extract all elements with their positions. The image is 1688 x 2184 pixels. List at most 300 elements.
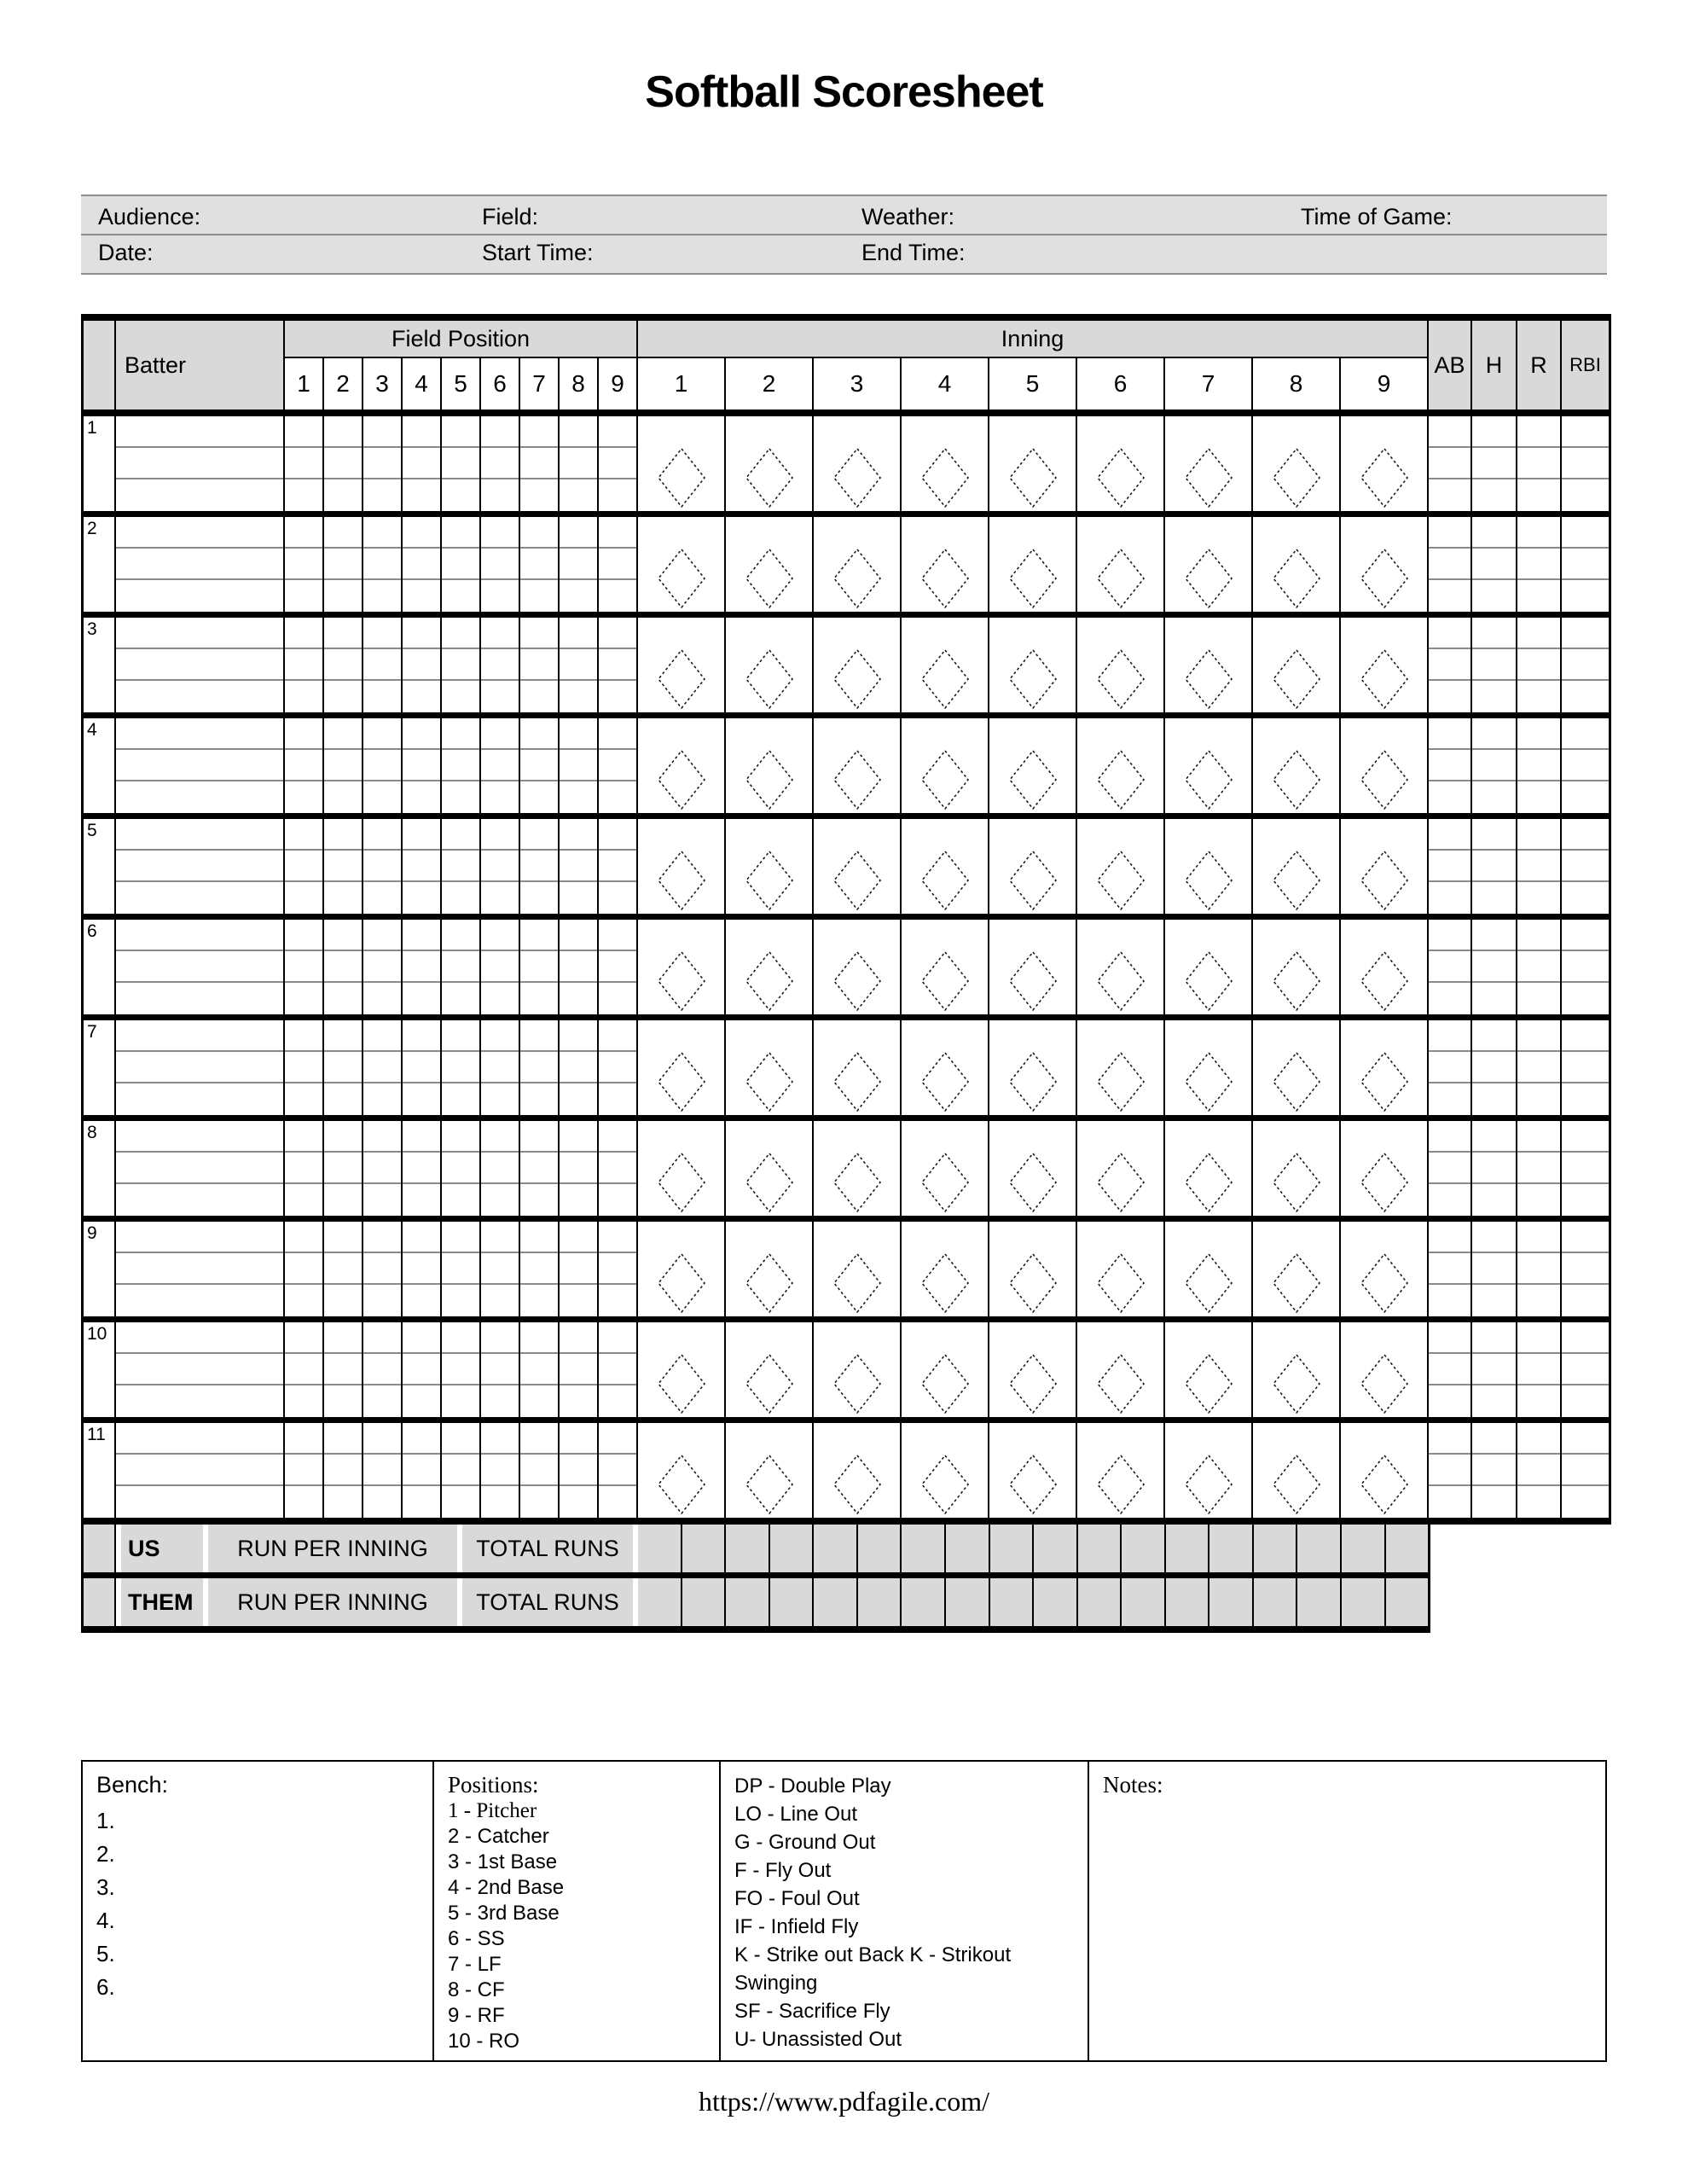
field-position-line[interactable] (481, 681, 519, 712)
ab-line[interactable] (1429, 1083, 1470, 1115)
field-position-line[interactable] (481, 1486, 519, 1518)
field-position-line[interactable] (363, 580, 401, 612)
field-position-line[interactable] (324, 448, 362, 479)
r-line[interactable] (1517, 718, 1560, 750)
inning-scoring-cell[interactable] (902, 718, 989, 813)
field-position-line[interactable] (324, 819, 362, 851)
h-line[interactable] (1472, 416, 1516, 448)
h-line[interactable] (1472, 1184, 1516, 1216)
h-line[interactable] (1472, 951, 1516, 983)
field-position-line[interactable] (599, 649, 636, 681)
field-position-line[interactable] (285, 851, 322, 882)
field-position-line[interactable] (560, 448, 597, 479)
field-position-line[interactable] (520, 1354, 558, 1385)
field-field[interactable] (465, 200, 844, 234)
field-position-line[interactable] (481, 416, 519, 448)
ab-line[interactable] (1429, 1455, 1470, 1486)
r-line[interactable] (1517, 448, 1560, 479)
field-position-line[interactable] (442, 618, 479, 649)
audience-field[interactable] (81, 200, 465, 234)
ab-line[interactable] (1429, 517, 1470, 549)
inning-scoring-cell[interactable] (1253, 1322, 1341, 1417)
field-position-line[interactable] (403, 1253, 440, 1285)
field-position-line[interactable] (560, 681, 597, 712)
field-position-line[interactable] (481, 750, 519, 781)
inning-scoring-cell[interactable] (726, 819, 814, 914)
field-position-line[interactable] (363, 851, 401, 882)
field-position-line[interactable] (324, 983, 362, 1014)
ab-line[interactable] (1429, 549, 1470, 580)
field-position-line[interactable] (442, 1083, 479, 1115)
r-line[interactable] (1517, 618, 1560, 649)
run-cell[interactable] (900, 1578, 944, 1626)
inning-scoring-cell[interactable] (814, 718, 902, 813)
field-position-line[interactable] (599, 718, 636, 750)
inning-scoring-cell[interactable] (638, 1121, 726, 1216)
rbi-line[interactable] (1562, 882, 1609, 914)
inning-scoring-cell[interactable] (1341, 920, 1429, 1014)
footer-url[interactable]: https://www.pdfagile.com/ (699, 2086, 989, 2117)
field-position-line[interactable] (481, 781, 519, 813)
batter-name-line[interactable] (116, 618, 283, 649)
field-position-line[interactable] (481, 1455, 519, 1486)
inning-scoring-cell[interactable] (638, 1222, 726, 1316)
run-cell[interactable] (769, 1525, 813, 1572)
run-cell[interactable] (1164, 1525, 1209, 1572)
inning-scoring-cell[interactable] (814, 517, 902, 612)
field-position-line[interactable] (560, 479, 597, 511)
batter-name-line[interactable] (116, 1052, 283, 1083)
inning-scoring-cell[interactable] (638, 1020, 726, 1115)
inning-scoring-cell[interactable] (638, 718, 726, 813)
h-line[interactable] (1472, 1121, 1516, 1153)
field-position-line[interactable] (363, 1486, 401, 1518)
r-line[interactable] (1517, 1322, 1560, 1354)
field-position-line[interactable] (363, 479, 401, 511)
field-position-line[interactable] (403, 649, 440, 681)
field-position-line[interactable] (560, 781, 597, 813)
field-position-line[interactable] (560, 1222, 597, 1253)
inning-scoring-cell[interactable] (989, 1423, 1077, 1518)
field-position-line[interactable] (285, 920, 322, 951)
field-position-line[interactable] (520, 1455, 558, 1486)
ab-line[interactable] (1429, 920, 1470, 951)
inning-scoring-cell[interactable] (638, 1322, 726, 1417)
field-position-line[interactable] (285, 1153, 322, 1184)
field-position-line[interactable] (442, 416, 479, 448)
run-cell[interactable] (1340, 1578, 1384, 1626)
field-position-line[interactable] (285, 1083, 322, 1115)
field-position-line[interactable] (442, 448, 479, 479)
batter-name-line[interactable] (116, 1423, 283, 1455)
field-position-line[interactable] (599, 416, 636, 448)
field-position-line[interactable] (285, 750, 322, 781)
inning-scoring-cell[interactable] (902, 819, 989, 914)
field-position-line[interactable] (403, 851, 440, 882)
field-position-line[interactable] (285, 549, 322, 580)
r-line[interactable] (1517, 819, 1560, 851)
r-line[interactable] (1517, 983, 1560, 1014)
field-position-line[interactable] (442, 479, 479, 511)
rbi-line[interactable] (1562, 781, 1609, 813)
h-line[interactable] (1472, 448, 1516, 479)
field-position-line[interactable] (520, 1285, 558, 1316)
rbi-line[interactable] (1562, 681, 1609, 712)
field-position-line[interactable] (442, 920, 479, 951)
field-position-line[interactable] (481, 851, 519, 882)
bench-line[interactable]: 6. (96, 1974, 115, 2000)
field-position-line[interactable] (403, 1121, 440, 1153)
field-position-line[interactable] (442, 1253, 479, 1285)
field-position-line[interactable] (560, 1285, 597, 1316)
h-line[interactable] (1472, 1285, 1516, 1316)
run-cell[interactable] (989, 1578, 1033, 1626)
field-position-line[interactable] (599, 983, 636, 1014)
batter-name-line[interactable] (116, 781, 283, 813)
inning-scoring-cell[interactable] (814, 1423, 902, 1518)
h-line[interactable] (1472, 1354, 1516, 1385)
field-position-line[interactable] (599, 1020, 636, 1052)
inning-scoring-cell[interactable] (1341, 1121, 1429, 1216)
field-position-line[interactable] (363, 1020, 401, 1052)
run-cell[interactable] (856, 1525, 901, 1572)
field-position-line[interactable] (285, 1121, 322, 1153)
run-cell[interactable] (856, 1578, 901, 1626)
r-line[interactable] (1517, 1222, 1560, 1253)
date-field[interactable] (81, 235, 465, 270)
h-line[interactable] (1472, 819, 1516, 851)
field-position-line[interactable] (403, 1423, 440, 1455)
inning-scoring-cell[interactable] (726, 517, 814, 612)
run-cell[interactable] (1208, 1578, 1252, 1626)
run-cell[interactable] (1076, 1525, 1121, 1572)
field-position-line[interactable] (560, 750, 597, 781)
rbi-line[interactable] (1562, 951, 1609, 983)
field-position-line[interactable] (599, 1153, 636, 1184)
inning-scoring-cell[interactable] (902, 1222, 989, 1316)
field-position-line[interactable] (520, 718, 558, 750)
ab-line[interactable] (1429, 983, 1470, 1014)
field-position-line[interactable] (520, 951, 558, 983)
run-cell[interactable] (944, 1578, 989, 1626)
inning-scoring-cell[interactable] (1341, 718, 1429, 813)
field-position-line[interactable] (442, 1322, 479, 1354)
r-line[interactable] (1517, 1455, 1560, 1486)
field-position-line[interactable] (363, 649, 401, 681)
inning-scoring-cell[interactable] (989, 618, 1077, 712)
r-line[interactable] (1517, 1184, 1560, 1216)
r-line[interactable] (1517, 1385, 1560, 1417)
inning-scoring-cell[interactable] (638, 819, 726, 914)
field-position-line[interactable] (520, 1020, 558, 1052)
field-position-line[interactable] (560, 1153, 597, 1184)
field-position-line[interactable] (442, 1385, 479, 1417)
start-time-field[interactable] (465, 235, 844, 270)
field-position-line[interactable] (442, 750, 479, 781)
rbi-line[interactable] (1562, 580, 1609, 612)
inning-scoring-cell[interactable] (1253, 1423, 1341, 1518)
field-position-line[interactable] (481, 1385, 519, 1417)
run-cell[interactable] (1032, 1578, 1076, 1626)
field-position-line[interactable] (324, 1121, 362, 1153)
ab-line[interactable] (1429, 1020, 1470, 1052)
field-position-line[interactable] (363, 983, 401, 1014)
r-line[interactable] (1517, 1285, 1560, 1316)
batter-name-line[interactable] (116, 1121, 283, 1153)
inning-scoring-cell[interactable] (814, 1121, 902, 1216)
batter-name-line[interactable] (116, 1285, 283, 1316)
field-position-line[interactable] (363, 618, 401, 649)
field-position-line[interactable] (520, 781, 558, 813)
inning-scoring-cell[interactable] (726, 618, 814, 712)
field-position-line[interactable] (481, 1153, 519, 1184)
run-cell[interactable] (1032, 1525, 1076, 1572)
field-position-line[interactable] (324, 851, 362, 882)
ab-line[interactable] (1429, 1322, 1470, 1354)
field-position-line[interactable] (481, 1020, 519, 1052)
h-line[interactable] (1472, 1423, 1516, 1455)
field-position-line[interactable] (363, 819, 401, 851)
r-line[interactable] (1517, 517, 1560, 549)
field-position-line[interactable] (481, 951, 519, 983)
inning-scoring-cell[interactable] (989, 517, 1077, 612)
inning-scoring-cell[interactable] (902, 416, 989, 511)
run-cell[interactable] (1252, 1525, 1296, 1572)
h-line[interactable] (1472, 781, 1516, 813)
field-position-line[interactable] (560, 1322, 597, 1354)
inning-scoring-cell[interactable] (1165, 718, 1253, 813)
field-position-line[interactable] (481, 1322, 519, 1354)
r-line[interactable] (1517, 549, 1560, 580)
field-position-line[interactable] (599, 750, 636, 781)
field-position-line[interactable] (285, 882, 322, 914)
rbi-line[interactable] (1562, 1153, 1609, 1184)
batter-name-line[interactable] (116, 517, 283, 549)
field-position-line[interactable] (520, 983, 558, 1014)
field-position-line[interactable] (599, 479, 636, 511)
rbi-line[interactable] (1562, 1121, 1609, 1153)
r-line[interactable] (1517, 1253, 1560, 1285)
run-cell[interactable] (681, 1525, 725, 1572)
field-position-line[interactable] (324, 1083, 362, 1115)
field-position-line[interactable] (363, 1423, 401, 1455)
r-line[interactable] (1517, 1423, 1560, 1455)
inning-scoring-cell[interactable] (989, 1121, 1077, 1216)
inning-scoring-cell[interactable] (1165, 920, 1253, 1014)
field-position-line[interactable] (324, 517, 362, 549)
r-line[interactable] (1517, 416, 1560, 448)
field-position-line[interactable] (481, 1184, 519, 1216)
field-position-line[interactable] (285, 1222, 322, 1253)
field-position-line[interactable] (560, 1020, 597, 1052)
field-position-line[interactable] (363, 1052, 401, 1083)
field-position-line[interactable] (403, 781, 440, 813)
field-position-line[interactable] (324, 1486, 362, 1518)
field-position-line[interactable] (599, 819, 636, 851)
run-cell[interactable] (900, 1525, 944, 1572)
field-position-line[interactable] (285, 1354, 322, 1385)
field-position-line[interactable] (285, 819, 322, 851)
run-cell[interactable] (1076, 1578, 1121, 1626)
r-line[interactable] (1517, 951, 1560, 983)
field-position-line[interactable] (285, 479, 322, 511)
field-position-line[interactable] (324, 618, 362, 649)
field-position-line[interactable] (324, 920, 362, 951)
field-position-line[interactable] (481, 1121, 519, 1153)
field-position-line[interactable] (442, 1184, 479, 1216)
field-position-line[interactable] (599, 618, 636, 649)
rbi-line[interactable] (1562, 851, 1609, 882)
field-position-line[interactable] (481, 580, 519, 612)
field-position-line[interactable] (560, 983, 597, 1014)
batter-name-line[interactable] (116, 1153, 283, 1184)
bench-line[interactable]: 4. (96, 1908, 115, 1933)
field-position-line[interactable] (599, 580, 636, 612)
field-position-line[interactable] (520, 649, 558, 681)
inning-scoring-cell[interactable] (726, 920, 814, 1014)
h-line[interactable] (1472, 1322, 1516, 1354)
inning-scoring-cell[interactable] (1077, 517, 1165, 612)
field-position-line[interactable] (520, 1253, 558, 1285)
run-cell[interactable] (1340, 1525, 1384, 1572)
field-position-line[interactable] (520, 882, 558, 914)
field-position-line[interactable] (324, 1455, 362, 1486)
ab-line[interactable] (1429, 1052, 1470, 1083)
rbi-line[interactable] (1562, 1020, 1609, 1052)
h-line[interactable] (1472, 1385, 1516, 1417)
field-position-line[interactable] (363, 1385, 401, 1417)
field-position-line[interactable] (363, 951, 401, 983)
r-line[interactable] (1517, 1121, 1560, 1153)
h-line[interactable] (1472, 1455, 1516, 1486)
end-time-field[interactable] (844, 235, 1607, 270)
inning-scoring-cell[interactable] (1165, 1423, 1253, 1518)
field-position-line[interactable] (324, 750, 362, 781)
field-position-line[interactable] (520, 1121, 558, 1153)
field-position-line[interactable] (324, 681, 362, 712)
field-position-line[interactable] (481, 983, 519, 1014)
field-position-line[interactable] (403, 819, 440, 851)
field-position-line[interactable] (560, 882, 597, 914)
field-position-line[interactable] (442, 1052, 479, 1083)
batter-name-line[interactable] (116, 649, 283, 681)
field-position-line[interactable] (520, 1222, 558, 1253)
h-line[interactable] (1472, 882, 1516, 914)
rbi-line[interactable] (1562, 1423, 1609, 1455)
inning-scoring-cell[interactable] (638, 618, 726, 712)
field-position-line[interactable] (285, 718, 322, 750)
field-position-line[interactable] (363, 920, 401, 951)
field-position-line[interactable] (481, 718, 519, 750)
field-position-line[interactable] (442, 1222, 479, 1253)
ab-line[interactable] (1429, 1184, 1470, 1216)
h-line[interactable] (1472, 517, 1516, 549)
ab-line[interactable] (1429, 1285, 1470, 1316)
field-position-line[interactable] (599, 1285, 636, 1316)
ab-line[interactable] (1429, 1385, 1470, 1417)
field-position-line[interactable] (403, 1455, 440, 1486)
field-position-line[interactable] (520, 416, 558, 448)
inning-scoring-cell[interactable] (1341, 1020, 1429, 1115)
field-position-line[interactable] (285, 983, 322, 1014)
inning-scoring-cell[interactable] (638, 517, 726, 612)
field-position-line[interactable] (442, 983, 479, 1014)
field-position-line[interactable] (363, 1153, 401, 1184)
h-line[interactable] (1472, 851, 1516, 882)
field-position-line[interactable] (324, 951, 362, 983)
inning-scoring-cell[interactable] (989, 1020, 1077, 1115)
inning-scoring-cell[interactable] (1341, 819, 1429, 914)
field-position-line[interactable] (363, 1184, 401, 1216)
field-position-line[interactable] (285, 1455, 322, 1486)
h-line[interactable] (1472, 618, 1516, 649)
field-position-line[interactable] (285, 1285, 322, 1316)
inning-scoring-cell[interactable] (814, 819, 902, 914)
field-position-line[interactable] (324, 1423, 362, 1455)
field-position-line[interactable] (403, 618, 440, 649)
inning-scoring-cell[interactable] (1165, 1020, 1253, 1115)
field-position-line[interactable] (403, 882, 440, 914)
field-position-line[interactable] (285, 517, 322, 549)
field-position-line[interactable] (520, 618, 558, 649)
inning-scoring-cell[interactable] (1253, 920, 1341, 1014)
field-position-line[interactable] (285, 781, 322, 813)
run-cell[interactable] (1384, 1525, 1429, 1572)
rbi-line[interactable] (1562, 1322, 1609, 1354)
batter-name-line[interactable] (116, 448, 283, 479)
field-position-line[interactable] (442, 1486, 479, 1518)
field-position-line[interactable] (403, 983, 440, 1014)
ab-line[interactable] (1429, 580, 1470, 612)
field-position-line[interactable] (442, 1285, 479, 1316)
r-line[interactable] (1517, 649, 1560, 681)
field-position-line[interactable] (324, 1285, 362, 1316)
field-position-line[interactable] (285, 580, 322, 612)
rbi-line[interactable] (1562, 819, 1609, 851)
field-position-line[interactable] (599, 1083, 636, 1115)
field-position-line[interactable] (599, 1253, 636, 1285)
batter-name-line[interactable] (116, 416, 283, 448)
ab-line[interactable] (1429, 851, 1470, 882)
bench-line[interactable]: 5. (96, 1941, 115, 1966)
field-position-line[interactable] (442, 549, 479, 580)
inning-scoring-cell[interactable] (814, 1322, 902, 1417)
run-cell[interactable] (724, 1525, 769, 1572)
field-position-line[interactable] (363, 1083, 401, 1115)
field-position-line[interactable] (520, 448, 558, 479)
field-position-line[interactable] (363, 781, 401, 813)
batter-name-line[interactable] (116, 1020, 283, 1052)
inning-scoring-cell[interactable] (726, 1322, 814, 1417)
batter-name-line[interactable] (116, 479, 283, 511)
inning-scoring-cell[interactable] (638, 920, 726, 1014)
rbi-line[interactable] (1562, 1285, 1609, 1316)
field-position-line[interactable] (599, 1455, 636, 1486)
field-position-line[interactable] (599, 882, 636, 914)
field-position-line[interactable] (403, 1052, 440, 1083)
ab-line[interactable] (1429, 681, 1470, 712)
r-line[interactable] (1517, 1354, 1560, 1385)
field-position-line[interactable] (520, 681, 558, 712)
inning-scoring-cell[interactable] (989, 1322, 1077, 1417)
field-position-line[interactable] (324, 1184, 362, 1216)
r-line[interactable] (1517, 750, 1560, 781)
r-line[interactable] (1517, 479, 1560, 511)
field-position-line[interactable] (324, 1354, 362, 1385)
field-position-line[interactable] (403, 951, 440, 983)
run-cell[interactable] (724, 1578, 769, 1626)
inning-scoring-cell[interactable] (1165, 819, 1253, 914)
